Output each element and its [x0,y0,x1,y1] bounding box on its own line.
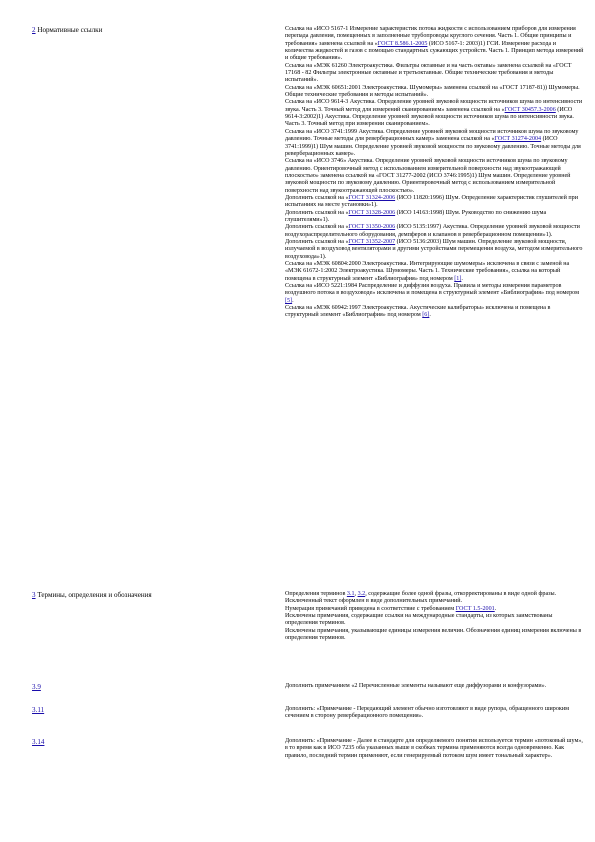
change-text: , содержащие более одной фразы, откорректированы в виде одной фразы. Исключенный текст оформлен в виде дополнительных примечаний. [285,591,557,605]
changes-cell [285,738,585,760]
change-text: (ИСО 5167-1: 2003)1) ГСИ. Измерение расхода и количества жидкостей и газов с помощью стандартных сужающих устройств. Часть 1. Принцип метода измерений и общие требования». [285,40,584,62]
changes-cell [285,591,585,642]
change-text: Ссылка на «МЭК 60942:1997 Электроакустика. Акустические калибраторы» исключена и помещена в структурный элемент «Библиография» под номером [285,305,551,319]
change-paragraph [285,195,585,210]
change-text: Дополнить ссылкой на « [285,209,349,216]
change-text: Дополнить ссылкой на « [285,224,349,231]
change-paragraph [285,613,585,628]
section-title: Нормативные ссылки [35,26,103,34]
reference-link[interactable]: 3.2 [357,591,366,597]
change-text: Исключены примечания, содержащие ссылки на международные стандарты, из которых заимствованы определения терминов. [285,613,553,627]
change-text: Ссылка на «ИСО 5167-1 Измерение характеристик потока жидкости с использованием приборов для измерения перепада давления, помещенных в заполненные трубопроводы круглого сечения. Часть 1. Общие принципы и требования» заменена ссылкой на « [285,26,576,47]
change-paragraph [285,129,585,158]
change-paragraph [285,85,585,100]
change-text: Ссылка на «ИСО 5221:1984 Распределение и диффузия воздуха. Правила и методы измерения параметров воздушного потока в воздуховоде» исключена и помещена в структурный элемент «Библиография» под номером [285,283,579,297]
change-paragraph [285,239,585,261]
change-text: Ссылка на «ИСО 9614-3 Акустика. Определение уровней звуковой мощности источников шума по интенсивности звука. Часть 3. Точный метод для измерений сканированием» заменена ссылкой на « [285,99,583,113]
change-text: Исключены примечания, указывающие единицы измерения величин. Обозначения единиц измерения включены в определения терминов. [285,627,582,642]
change-text: . [292,297,294,304]
section-number-link[interactable]: 3 [32,591,36,599]
change-paragraph [285,210,585,225]
change-paragraph [285,628,585,643]
change-text: Дополнить ссылкой на « [285,194,349,201]
change-text: Ссылка на «МЭК 60651:2001 Электроакустика. Шумомеры» заменена ссылкой на «ГОСТ 17187-81)) Шумомеры. Общие технические требования и методы испытаний». [285,84,580,99]
reference-link[interactable]: ГОСТ 8.586.1-2005 [377,40,428,47]
change-paragraph [285,63,585,85]
section-cell [32,26,272,35]
change-paragraph [285,261,585,283]
section-number-link[interactable]: 3.14 [32,738,45,746]
reference-link[interactable]: ГОСТ 1.5-2001 [455,605,495,612]
section-cell [32,683,272,692]
change-text: Нумерация примечаний приведена в соответствие с требованием [285,605,456,612]
reference-link[interactable]: ГОСТ 30457.3-2006 [504,106,556,113]
changes-cell [285,26,585,320]
change-text: (ИСО 14163:1998) Шум. Руководство по снижению шума глушителями»1). [285,209,547,223]
reference-link[interactable]: [6] [422,312,430,319]
change-text: Ссылка на «ИСО 3741:1999 Акустика. Определение уровней звуковой мощности источников шума по звуковому давлению. Точные методы для реверберационных камер» заменена ссылкой на « [285,128,579,143]
change-text: . [429,312,431,319]
change-paragraph [285,305,585,320]
change-text: . [461,275,463,282]
section-title: Термины, определения и обозначения [35,591,152,599]
change-text: Дополнить: «Примечание - Передающий элемент обычно изготовляют в виде рупора, обращенного широким сечением в сторону реверберационного помещения». [285,706,569,720]
reference-link[interactable]: 3.1 [346,591,355,597]
change-text: , [354,591,358,597]
change-paragraph [285,683,585,690]
change-paragraph [285,26,585,63]
reference-link[interactable]: ГОСТ 31352-2007 [348,238,396,245]
change-paragraph [285,99,585,128]
section-cell [32,591,272,600]
change-paragraph [285,158,585,195]
change-text: Дополнить ссылкой на « [285,238,349,245]
reference-link[interactable]: [5] [285,297,293,304]
change-text: (ИСО 5135:1997) Акустика. Определение уровней звуковой мощности воздухораспределительного оборудования, демпферов и клапанов в реверберационном помещении»1). [285,224,580,238]
change-text: Ссылка на «МЭК 61260 Электроакустика. Фильтры октавные и на часть октавы» заменена ссылкой на «ГОСТ 17168 - 82 Фильтры электронные октавные и третьоктавные. Общие технические требования и методы испытаний». [285,62,572,84]
change-text: (ИСО 5136:2003) Шум машин. Определение звуковой мощности, излучаемой в воздуховод вентиляторами и другими устройствами перемещения воздуха, методом измерительного воздуховода»1). [285,238,583,260]
section-number-link[interactable]: 3.9 [32,683,41,691]
change-paragraph [285,283,585,305]
change-text: Ссылка на «ИСО 3746» Акустика. Определение уровней звуковой мощности источников шума по звуковому давлению. Ориентировочный метод с использованием измерительной поверхности над звукоотражающей плоскостью» заменена ссылкой на «ГОСТ 31277-2002 (ИСО 3746:1995)1) Шум машин. Определение уровней звуковой мощности по звуковому давлению. Ориентировочный метод с использованием измерительной поверхности над звукоотражающей плоскостью». [285,158,571,194]
change-paragraph [285,591,585,606]
reference-link[interactable]: [1] [454,275,462,282]
change-paragraph [285,706,585,721]
change-text: Ссылка на «МЭК 60804:2000 Электроакустика. Интегрирующие шумомеры» исключена в связи с заменой на «МЭК 61672-1:2002 Электроакустика. Шумомеры. Часть 1. Технические требования», ссылка на который помещена в структурный элемент «Библиография» под номером [285,261,570,282]
section-number-link[interactable]: 3.11 [32,706,45,714]
section-number-link[interactable]: 2 [32,26,36,34]
change-paragraph [285,606,585,613]
reference-link[interactable]: ГОСТ 31350-2006 [348,224,396,231]
reference-link[interactable]: ГОСТ 31328-2006 [348,209,396,216]
change-text: Определения терминов [285,591,347,597]
section-cell [32,706,272,715]
change-paragraph [285,224,585,239]
changes-cell [285,706,585,721]
change-text: (ИСО 3741:1999)1) Шум машин. Определение уровней звуковой мощности по звуковому давлению. Точные методы для реверберационных камер». [285,136,581,157]
reference-link[interactable]: ГОСТ 31274-2004 [494,136,542,143]
change-text: (ИСО 11820:1996) Шум. Определение характеристик глушителей при испытаниях на месте установки»1). [285,194,578,209]
change-text: Дополнить: «Примечание - Далее в стандарте для определяемого понятия используется термин «потоковый шум», в то время как в ИСО 7235 оба указанных выше в скобках термина применяются всегда одновременно. Как правило, последний термин применяют, если генерируемый потоком шум имеет тональный характер». [285,738,583,759]
change-paragraph [285,738,585,760]
change-text: (ИСО 9614-3:2002)1) Акустика. Определение уровней звуковой мощности источников шума по интенсивности звука. Часть 3. Точный метод при измерении сканированием». [285,106,574,128]
change-text: . [494,605,497,612]
reference-link[interactable]: ГОСТ 31324-2006 [348,194,396,201]
change-text: Дополнить примечанием «2 Перечисленные элементы называют еще диффузорами и конфузорами». [285,683,547,689]
changes-cell [285,683,585,690]
section-cell [32,738,272,747]
